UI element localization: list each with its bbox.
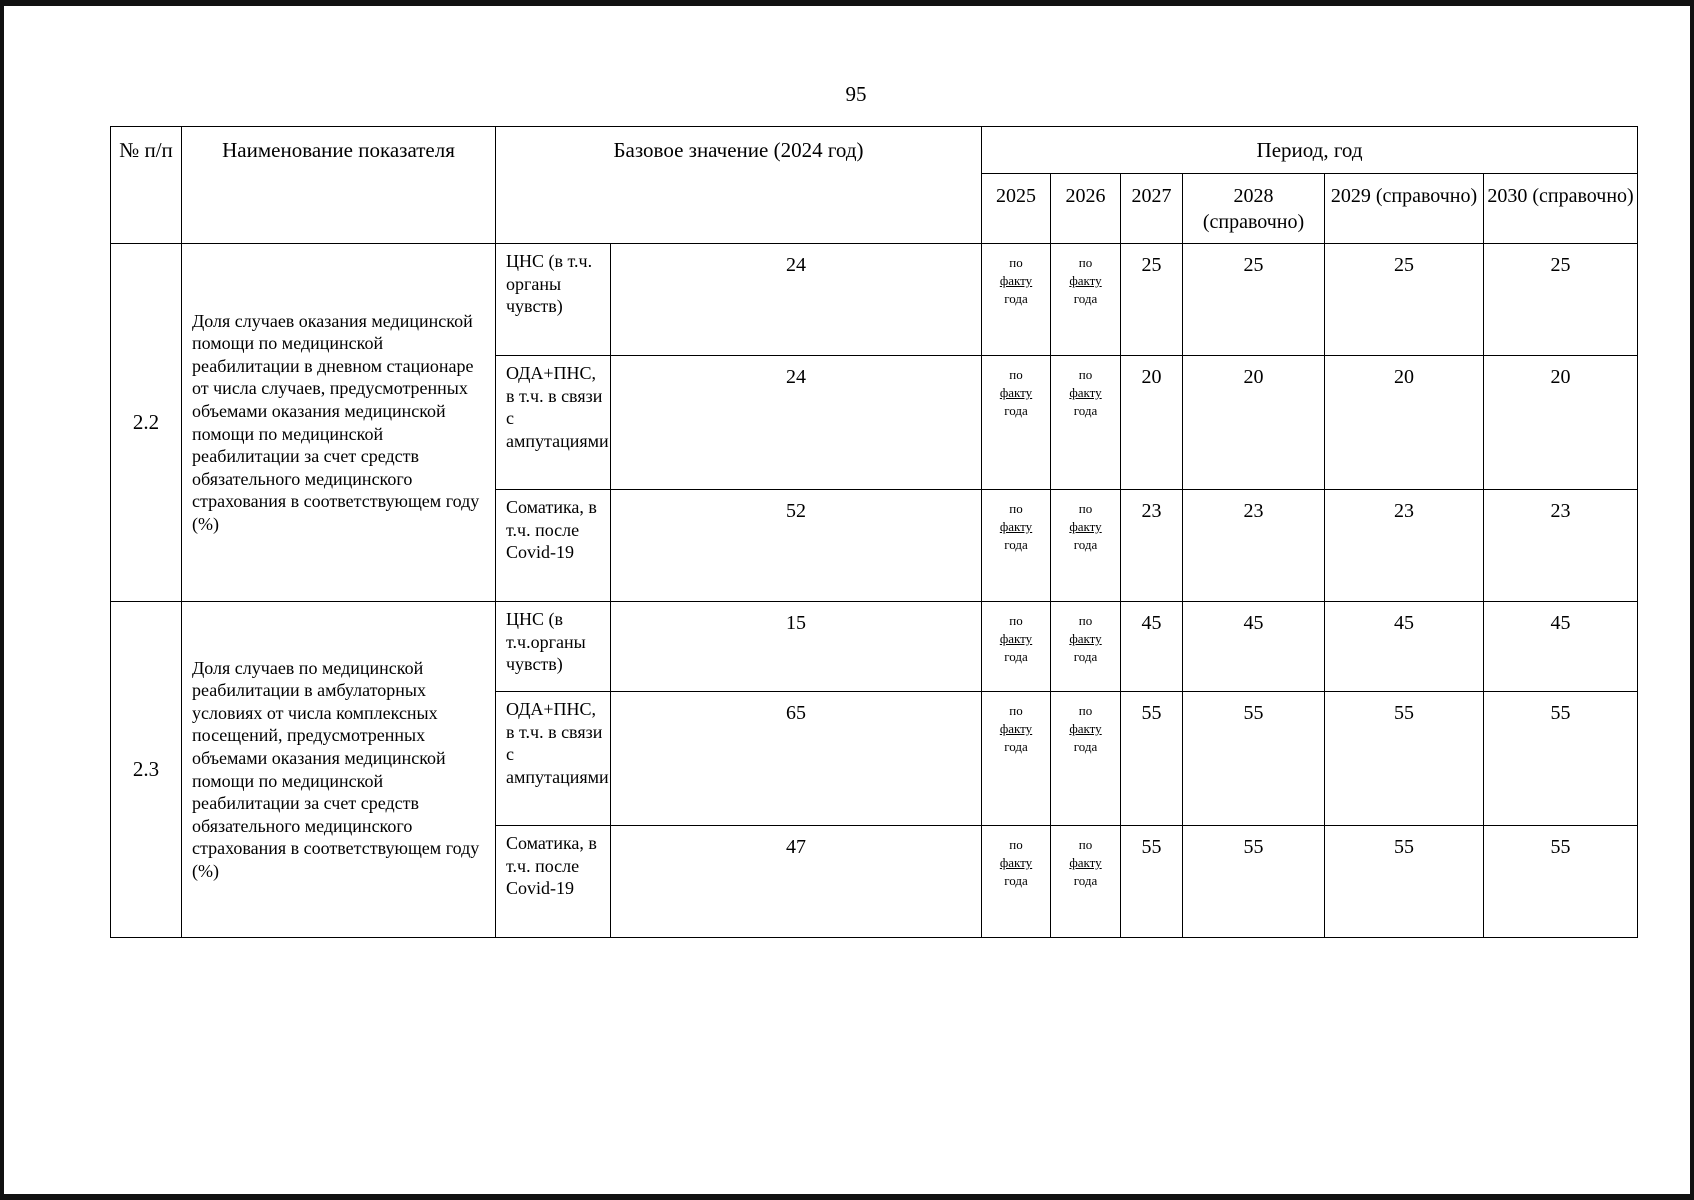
fact-line: по: [1009, 703, 1023, 718]
fact-line: факту: [1069, 385, 1102, 400]
fact-line: по: [1009, 501, 1023, 516]
fact-cell-2026: [1051, 826, 1121, 938]
fact-line: года: [1004, 739, 1028, 754]
row-number: 2.2: [111, 244, 182, 602]
fact-line: по: [1009, 613, 1023, 628]
fact-line: года: [1073, 649, 1098, 664]
fact-cell-2026: [1051, 244, 1121, 356]
fact-line: года: [1004, 291, 1028, 306]
value-2028: 55: [1183, 826, 1325, 938]
header-period: Период, год: [982, 127, 1638, 174]
fact-cell-2025: [982, 602, 1051, 692]
value-2027: 20: [1121, 356, 1183, 490]
value-2028: 55: [1183, 692, 1325, 826]
fact-line: по: [1009, 837, 1023, 852]
row-number: 2.3: [111, 602, 182, 938]
fact-line: факту: [999, 519, 1033, 534]
fact-line: по: [1009, 255, 1023, 270]
category-cell: ОДА+ПНС, в т.ч. в связи с ампутациями: [496, 356, 611, 490]
value-2030: 45: [1484, 602, 1638, 692]
value-2028: 23: [1183, 490, 1325, 602]
fact-line: года: [1073, 403, 1098, 418]
fact-line: года: [1004, 403, 1028, 418]
header-base: Базовое значение (2024 год): [496, 127, 982, 244]
header-year-2026: 2026: [1051, 174, 1121, 244]
fact-line: года: [1004, 537, 1028, 552]
header-no: № п/п: [111, 127, 182, 244]
fact-line: года: [1073, 739, 1098, 754]
fact-cell-2025: [982, 692, 1051, 826]
fact-line: факту: [999, 855, 1033, 870]
base-value: 24: [611, 356, 982, 490]
fact-cell-2026: [1051, 490, 1121, 602]
fact-line: года: [1073, 537, 1098, 552]
value-2027: 25: [1121, 244, 1183, 356]
category-cell: Соматика, в т.ч. после Covid-19: [496, 826, 611, 938]
value-2027: 55: [1121, 826, 1183, 938]
base-value: 47: [611, 826, 982, 938]
fact-cell-2026: [1051, 356, 1121, 490]
header-name: Наименование показателя: [182, 127, 496, 244]
category-cell: ЦНС (в т.ч. органы чувств): [496, 244, 611, 356]
value-2028: 45: [1183, 602, 1325, 692]
value-2027: 23: [1121, 490, 1183, 602]
header-year-2025: 2025: [982, 174, 1051, 244]
category-cell: ЦНС (в т.ч.органы чувств): [496, 602, 611, 692]
fact-line: года: [1073, 873, 1098, 888]
fact-line: по: [1009, 367, 1023, 382]
fact-line: факту: [999, 385, 1033, 400]
base-value: 52: [611, 490, 982, 602]
fact-line: факту: [999, 273, 1033, 288]
value-2028: 20: [1183, 356, 1325, 490]
value-2027: 55: [1121, 692, 1183, 826]
category-cell: ОДА+ПНС, в т.ч. в связи с ампутациями: [496, 692, 611, 826]
fact-line: факту: [1069, 721, 1102, 736]
value-2028: 25: [1183, 244, 1325, 356]
fact-line: по: [1078, 703, 1093, 718]
value-2029: 55: [1325, 826, 1484, 938]
table-row: [111, 244, 1638, 356]
indicator-table: [110, 126, 1638, 938]
fact-cell-2025: [982, 244, 1051, 356]
header-row-1: [111, 127, 1638, 174]
fact-line: факту: [1069, 631, 1102, 646]
category-cell: Соматика, в т.ч. после Covid-19: [496, 490, 611, 602]
value-2030: 20: [1484, 356, 1638, 490]
page-number: 95: [845, 82, 867, 106]
value-2029: 20: [1325, 356, 1484, 490]
fact-line: факту: [1069, 519, 1102, 534]
value-2029: 45: [1325, 602, 1484, 692]
indicator-name: Доля случаев по медицинской реабилитации в амбулаторных условиях от числа комплексных посещений, предусмотренных объемами оказания медицинской помощи по медицинской реабилитации за счет средств обязательного медицинского страхования в соответствующем году (%): [182, 602, 496, 938]
base-value: 65: [611, 692, 982, 826]
value-2030: 25: [1484, 244, 1638, 356]
fact-line: факту: [1069, 273, 1102, 288]
fact-line: года: [1004, 873, 1028, 888]
fact-cell-2025: [982, 356, 1051, 490]
base-value: 15: [611, 602, 982, 692]
header-year-2027: 2027: [1121, 174, 1183, 244]
table-row: [111, 602, 1638, 692]
value-2027: 45: [1121, 602, 1183, 692]
fact-cell-2025: [982, 826, 1051, 938]
header-year-2028: 2028 (справочно): [1183, 174, 1325, 244]
value-2029: 25: [1325, 244, 1484, 356]
value-2029: 55: [1325, 692, 1484, 826]
header-year-2029: 2029 (справочно): [1325, 174, 1484, 244]
fact-line: года: [1004, 649, 1028, 664]
value-2030: 23: [1484, 490, 1638, 602]
fact-cell-2026: [1051, 602, 1121, 692]
fact-line: по: [1078, 501, 1093, 516]
indicator-name: Доля случаев оказания медицинской помощи по медицинской реабилитации в дневном стационаре от числа случаев, предусмотренных объемами оказания медицинской помощи по медицинской реабилитации за счет средств обязательного медицинского страхования в соответствующем году (%): [182, 244, 496, 602]
fact-line: по: [1078, 255, 1093, 270]
fact-line: по: [1078, 613, 1093, 628]
fact-line: года: [1073, 291, 1098, 306]
fact-line: по: [1078, 367, 1093, 382]
value-2030: 55: [1484, 692, 1638, 826]
value-2030: 55: [1484, 826, 1638, 938]
fact-cell-2025: [982, 490, 1051, 602]
fact-line: факту: [1069, 855, 1102, 870]
fact-line: по: [1078, 837, 1093, 852]
base-value: 24: [611, 244, 982, 356]
header-year-2030: 2030 (справочно): [1484, 174, 1638, 244]
fact-line: факту: [999, 721, 1033, 736]
fact-line: факту: [999, 631, 1033, 646]
value-2029: 23: [1325, 490, 1484, 602]
fact-cell-2026: [1051, 692, 1121, 826]
